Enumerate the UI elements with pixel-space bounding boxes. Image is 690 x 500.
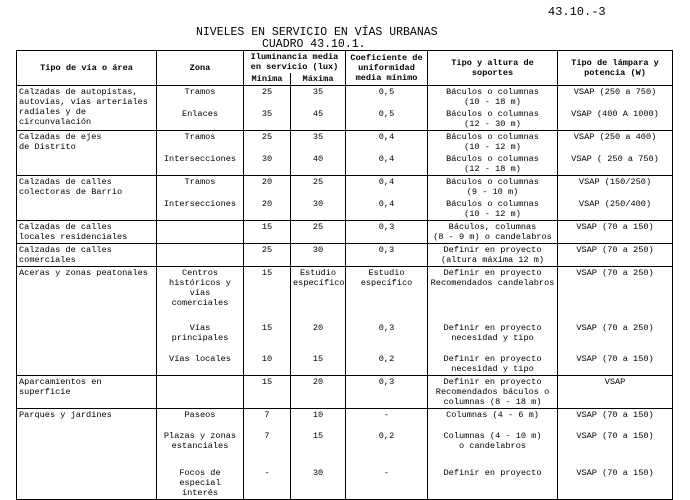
cell-maxima-line: 30 xyxy=(312,245,324,255)
cell-soporte-line: Definir en proyecto xyxy=(443,354,542,364)
header-soportes xyxy=(428,51,558,86)
cell-zona xyxy=(157,108,244,131)
cell-lampara xyxy=(558,86,673,109)
cell-maxima xyxy=(291,376,346,409)
cell-zona xyxy=(157,376,244,409)
cell-coeficiente xyxy=(346,153,428,176)
table-title xyxy=(196,27,438,51)
cell-minima-line: 15 xyxy=(261,377,273,387)
cell-maxima-line: 15 xyxy=(312,431,324,441)
cell-maxima xyxy=(291,176,346,199)
cell-minima-line: 35 xyxy=(261,109,273,119)
cell-tipo-line: autovías, vías arteriales xyxy=(19,97,148,107)
table-row xyxy=(17,244,673,267)
cell-minima-line: 15 xyxy=(261,323,273,333)
cell-soporte xyxy=(428,267,558,310)
cell-soporte-line: Báculos o columnas xyxy=(446,87,539,97)
cell-tipo-line: radiales y de circunvalación xyxy=(19,107,92,127)
cell-tipo xyxy=(17,244,157,267)
cell-minima-line: 10 xyxy=(261,354,273,364)
cell-coeficiente-line: 0,3 xyxy=(378,222,395,232)
cell-tipo xyxy=(17,131,157,176)
header-lamp-line-2: potencia (W) xyxy=(584,68,646,78)
cell-lampara-line: VSAP (70 a 150) xyxy=(576,354,654,364)
title-line-2: CUADRO 43.10.1. xyxy=(262,38,366,51)
cell-soporte xyxy=(428,131,558,154)
cell-soporte xyxy=(428,221,558,244)
cell-maxima-line: 30 xyxy=(312,468,324,478)
cell-soporte xyxy=(428,421,558,452)
cell-zona xyxy=(157,153,244,176)
cell-minima xyxy=(244,108,291,131)
cell-coeficiente-line: 0,3 xyxy=(378,323,395,333)
cell-tipo-line: Calzadas de ejes xyxy=(19,132,102,142)
cell-maxima xyxy=(291,267,346,310)
cell-coeficiente-line: 0,3 xyxy=(378,245,395,255)
cell-coeficiente xyxy=(346,86,428,109)
cell-zona xyxy=(157,131,244,154)
cell-coeficiente-line: 0,5 xyxy=(378,87,395,97)
header-zona: Zona xyxy=(157,51,244,86)
cell-tipo-line: Parques y jardines xyxy=(19,410,112,420)
cell-soporte-line: (10 - 12 m) xyxy=(464,209,521,219)
cell-coeficiente xyxy=(346,131,428,154)
cell-lampara xyxy=(558,421,673,452)
cell-soporte-line: Definir en proyecto xyxy=(443,268,542,278)
cell-zona-line: Tramos xyxy=(184,132,216,142)
cell-coeficiente xyxy=(346,376,428,409)
cell-minima xyxy=(244,452,291,500)
cell-soporte-line: (12 - 30 m) xyxy=(464,119,521,129)
cell-coeficiente-line: específico xyxy=(360,278,413,288)
cell-lampara xyxy=(558,309,673,344)
cell-minima xyxy=(244,176,291,199)
cell-coeficiente-line: 0,4 xyxy=(378,132,395,142)
cell-zona-line: Tramos xyxy=(184,87,216,97)
cell-maxima xyxy=(291,108,346,131)
cell-maxima-line: 25 xyxy=(312,222,324,232)
cell-maxima-line: 35 xyxy=(312,132,324,142)
table-row xyxy=(17,376,673,409)
cell-soporte-line: Definir en proyecto xyxy=(443,377,542,387)
table-body xyxy=(17,86,673,500)
cell-soporte xyxy=(428,198,558,221)
cell-soporte xyxy=(428,376,558,409)
cell-coeficiente xyxy=(346,108,428,131)
cell-lampara xyxy=(558,452,673,500)
cell-lampara-line: VSAP (150/250) xyxy=(578,177,652,187)
cell-maxima-line: 30 xyxy=(312,199,324,209)
cell-coeficiente-line: - xyxy=(383,468,390,478)
cell-maxima xyxy=(291,409,346,422)
lighting-levels-table xyxy=(16,50,673,500)
cell-minima-line: 30 xyxy=(261,154,273,164)
header-ilum-line-1: Iluminancia media xyxy=(250,52,339,62)
cell-soporte-line: (10 - 12 m) xyxy=(464,142,521,152)
cell-minima-line: 15 xyxy=(261,222,273,232)
cell-soporte xyxy=(428,409,558,422)
cell-minima-line: 25 xyxy=(261,245,273,255)
cell-minima xyxy=(244,267,291,310)
cell-lampara-line: VSAP (70 a 150) xyxy=(576,222,654,232)
table-row xyxy=(17,409,673,422)
cell-soporte xyxy=(428,309,558,344)
cell-lampara-line: VSAP (400 A 1000) xyxy=(571,109,659,119)
header-lamp-line-1: Tipo de lámpara y xyxy=(571,58,659,68)
cell-zona-line: Paseos xyxy=(184,410,216,420)
cell-soporte-line: Báculos o columnas xyxy=(446,199,539,209)
cell-tipo xyxy=(17,376,157,409)
cell-soporte xyxy=(428,344,558,376)
cell-maxima-line: 25 xyxy=(312,177,324,187)
cell-tipo xyxy=(17,221,157,244)
cell-maxima-line: específico xyxy=(293,278,345,288)
cell-soporte xyxy=(428,108,558,131)
cell-zona-line: Tramos xyxy=(184,177,216,187)
cell-soporte-line: Recomendados candelabros xyxy=(430,278,555,288)
cell-minima-line: 20 xyxy=(261,177,273,187)
cell-zona-line: estanciales xyxy=(171,441,229,451)
cell-maxima xyxy=(291,421,346,452)
cell-lampara xyxy=(558,108,673,131)
cell-minima xyxy=(244,421,291,452)
cell-maxima-line: 10 xyxy=(312,410,324,420)
cell-zona-line: Intersecciones xyxy=(163,154,237,164)
cell-tipo xyxy=(17,409,157,500)
cell-zona-line: Enlaces xyxy=(181,109,219,119)
header-sop-line-1: Tipo y altura de xyxy=(451,58,534,68)
cell-soporte-line: Báculos o columnas xyxy=(446,177,539,187)
cell-soporte-line: Definir en proyecto xyxy=(443,323,542,333)
cell-tipo-line: Aceras y zonas peatonales xyxy=(19,268,148,278)
cell-lampara-line: VSAP (70 a 150) xyxy=(576,431,654,441)
cell-coeficiente xyxy=(346,176,428,199)
cell-minima-line: 20 xyxy=(261,199,273,209)
cell-maxima xyxy=(291,309,346,344)
cell-coeficiente xyxy=(346,409,428,422)
cell-lampara xyxy=(558,267,673,310)
title-line-1: NIVELES EN SERVICIO EN VÍAS URBANAS xyxy=(196,26,438,39)
cell-minima-line: 7 xyxy=(264,410,270,420)
cell-soporte-line: o candelabros xyxy=(458,441,527,451)
table-row xyxy=(17,221,673,244)
cell-coeficiente-line: 0,5 xyxy=(378,109,395,119)
cell-minima xyxy=(244,309,291,344)
cell-zona-line: Vías locales xyxy=(169,354,231,364)
cell-coeficiente xyxy=(346,267,428,310)
cell-maxima xyxy=(291,221,346,244)
cell-soporte-line: Columnas (4 - 10 m) xyxy=(443,431,542,441)
cell-minima xyxy=(244,198,291,221)
cell-lampara-line: VSAP (70 a 150) xyxy=(576,410,654,420)
cell-soporte-line: necesidad y tipo xyxy=(451,333,534,343)
table-row xyxy=(17,176,673,199)
cell-coeficiente xyxy=(346,452,428,500)
cell-maxima-line: 20 xyxy=(312,323,324,333)
cell-coeficiente xyxy=(346,198,428,221)
cell-coeficiente xyxy=(346,344,428,376)
cell-zona-line: Plazas y zonas xyxy=(163,431,237,441)
header-coef-line-1: Coeficiente de xyxy=(350,53,423,63)
cell-maxima-line: 35 xyxy=(312,87,324,97)
cell-tipo xyxy=(17,267,157,376)
cell-minima-line: 15 xyxy=(261,268,273,278)
cell-soporte xyxy=(428,244,558,267)
cell-soporte xyxy=(428,176,558,199)
cell-zona xyxy=(157,86,244,109)
cell-soporte-line: necesidad y tipo xyxy=(451,364,534,374)
cell-tipo-line: de Distrito xyxy=(19,142,76,152)
cell-minima xyxy=(244,376,291,409)
table-row xyxy=(17,131,673,154)
header-lampara xyxy=(558,51,673,86)
cell-zona xyxy=(157,421,244,452)
cell-zona xyxy=(157,267,244,310)
cell-maxima-line: 40 xyxy=(312,154,324,164)
cell-coeficiente xyxy=(346,244,428,267)
table-row xyxy=(17,267,673,310)
cell-minima xyxy=(244,409,291,422)
cell-lampara-line: VSAP (70 a 250) xyxy=(576,245,654,255)
cell-minima xyxy=(244,153,291,176)
cell-lampara-line: VSAP (250/400) xyxy=(578,199,652,209)
cell-lampara xyxy=(558,244,673,267)
cell-minima xyxy=(244,221,291,244)
cell-lampara-line: VSAP (250 a 400) xyxy=(573,132,657,142)
cell-lampara xyxy=(558,176,673,199)
cell-lampara-line: VSAP xyxy=(604,377,626,387)
cell-zona-line: Intersecciones xyxy=(163,199,237,209)
cell-tipo-line: locales residenciales xyxy=(19,232,128,242)
cell-maxima xyxy=(291,452,346,500)
cell-maxima-line: 45 xyxy=(312,109,324,119)
cell-maxima xyxy=(291,86,346,109)
cell-maxima-line: Estudio xyxy=(299,268,337,278)
cell-zona xyxy=(157,221,244,244)
cell-soporte-line: (12 - 18 m) xyxy=(464,164,521,174)
cell-soporte-line: Definir en proyecto xyxy=(443,245,542,255)
cell-coeficiente-line: 0,4 xyxy=(378,154,395,164)
cell-soporte-line: Báculos o columnas xyxy=(446,154,539,164)
cell-minima xyxy=(244,131,291,154)
cell-tipo-line: comerciales xyxy=(19,255,76,265)
cell-maxima xyxy=(291,344,346,376)
header-ilum-line-2: en servicio (lux) xyxy=(250,62,339,72)
cell-zona-line: especial interés xyxy=(179,478,221,498)
cell-coeficiente-line: 0,4 xyxy=(378,199,395,209)
cell-lampara-line: VSAP ( 250 a 750) xyxy=(571,154,659,164)
header-sop-line-2: soportes xyxy=(471,68,514,78)
cell-soporte-line: (9 - 10 m) xyxy=(466,187,519,197)
cell-minima xyxy=(244,244,291,267)
cell-tipo-line: Aparcamientos en superficie xyxy=(19,377,102,397)
header-iluminancia xyxy=(244,51,346,74)
cell-zona xyxy=(157,452,244,500)
cell-soporte-line: Recomendados báculos o xyxy=(435,387,550,397)
cell-lampara xyxy=(558,221,673,244)
cell-coeficiente-line: Estudio xyxy=(368,268,405,278)
cell-coeficiente-line: 0,4 xyxy=(378,177,395,187)
cell-zona-line: Focos de xyxy=(179,468,221,478)
cell-soporte-line: Definir en proyecto xyxy=(443,468,542,478)
cell-maxima xyxy=(291,244,346,267)
cell-minima xyxy=(244,344,291,376)
cell-coeficiente-line: 0,2 xyxy=(378,354,395,364)
cell-maxima-line: 15 xyxy=(312,354,324,364)
header-tipo: Tipo de vía o área xyxy=(17,51,157,86)
page-reference: 43.10.-3 xyxy=(548,5,606,19)
cell-zona-line: vías comerciales xyxy=(171,288,229,308)
cell-soporte xyxy=(428,452,558,500)
cell-coeficiente-line: 0,3 xyxy=(378,377,395,387)
cell-soporte-line: (altura máxima 12 m) xyxy=(440,255,545,265)
cell-lampara xyxy=(558,376,673,409)
cell-maxima xyxy=(291,153,346,176)
cell-lampara xyxy=(558,131,673,154)
cell-minima xyxy=(244,86,291,109)
cell-zona-line: Centros xyxy=(181,268,219,278)
cell-tipo-line: Calzadas de calles xyxy=(19,222,112,232)
cell-soporte-line: (10 - 18 m) xyxy=(464,97,521,107)
header-maxima: Máxima xyxy=(291,73,346,86)
header-coef-line-3: media mínimo xyxy=(355,73,418,83)
cell-minima-line: - xyxy=(264,468,270,478)
cell-tipo-line: colectoras de Barrio xyxy=(19,187,123,197)
cell-soporte xyxy=(428,86,558,109)
cell-soporte xyxy=(428,153,558,176)
cell-lampara-line: VSAP (70 a 150) xyxy=(576,468,654,478)
cell-zona xyxy=(157,176,244,199)
cell-lampara xyxy=(558,344,673,376)
cell-lampara xyxy=(558,409,673,422)
header-coeficiente xyxy=(346,51,428,86)
cell-lampara xyxy=(558,153,673,176)
cell-tipo xyxy=(17,176,157,221)
cell-lampara-line: VSAP (70 a 250) xyxy=(576,268,654,278)
cell-minima-line: 25 xyxy=(261,87,273,97)
cell-coeficiente-line: 0,2 xyxy=(378,431,395,441)
cell-zona xyxy=(157,344,244,376)
cell-soporte-line: columnas (8 - 18 m) xyxy=(443,397,542,407)
cell-tipo-line: Calzadas de calles xyxy=(19,245,112,255)
cell-zona xyxy=(157,198,244,221)
cell-minima-line: 25 xyxy=(261,132,273,142)
cell-maxima-line: 20 xyxy=(312,377,324,387)
cell-lampara-line: VSAP (250 a 750) xyxy=(573,87,657,97)
cell-soporte-line: (8 - 9 m) o candelabros xyxy=(433,232,552,242)
cell-zona xyxy=(157,409,244,422)
cell-zona xyxy=(157,309,244,344)
cell-tipo xyxy=(17,86,157,131)
cell-coeficiente xyxy=(346,421,428,452)
header-coef-line-2: uniformidad xyxy=(358,63,415,73)
cell-coeficiente xyxy=(346,221,428,244)
cell-maxima xyxy=(291,131,346,154)
cell-maxima xyxy=(291,198,346,221)
cell-zona xyxy=(157,244,244,267)
cell-tipo-line: Calzadas de autopistas, xyxy=(19,87,138,97)
cell-minima-line: 7 xyxy=(264,431,270,441)
cell-lampara xyxy=(558,198,673,221)
cell-soporte-line: Báculos, columnas xyxy=(448,222,537,232)
cell-soporte-line: Columnas (4 - 6 m) xyxy=(446,410,539,420)
cell-lampara-line: VSAP (70 a 250) xyxy=(576,323,654,333)
cell-coeficiente-line: - xyxy=(383,410,390,420)
cell-soporte-line: Báculos o columnas xyxy=(446,132,539,142)
cell-tipo-line: Calzadas de calles xyxy=(19,177,112,187)
header-minima: Mínima xyxy=(244,73,291,86)
cell-zona-line: históricos y xyxy=(169,278,231,288)
cell-coeficiente xyxy=(346,309,428,344)
cell-soporte-line: Báculos o columnas xyxy=(446,109,539,119)
table-row xyxy=(17,86,673,109)
cell-zona-line: Vías principales xyxy=(171,323,229,343)
